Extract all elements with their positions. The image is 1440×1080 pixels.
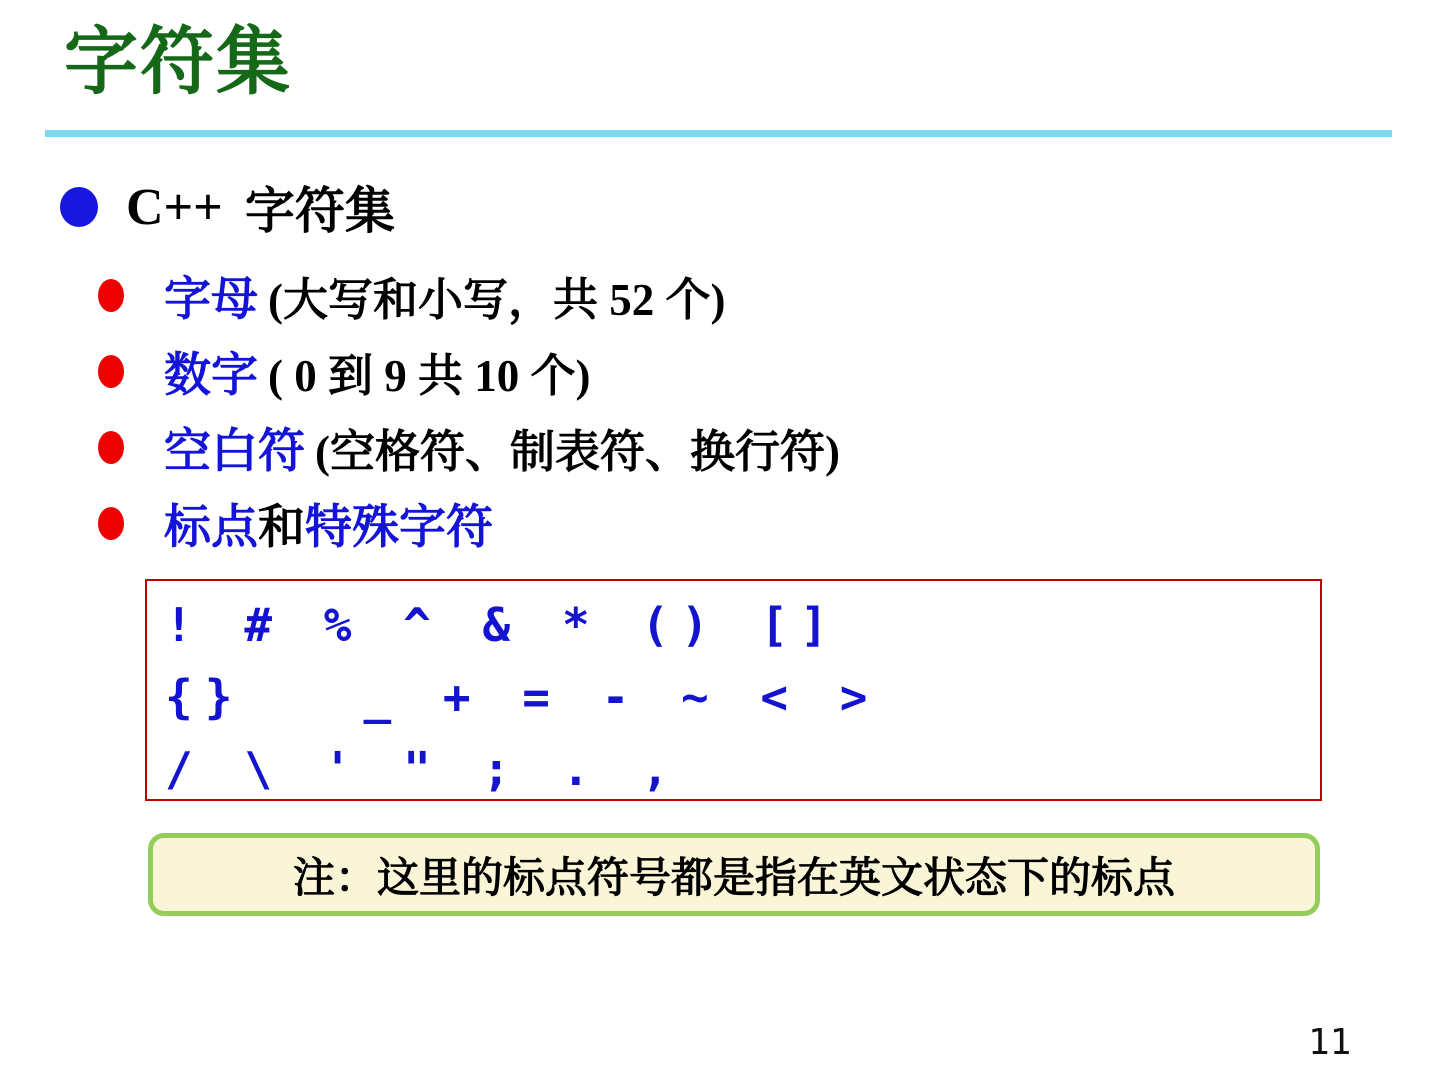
list-item-detail: (空格符、制表符、换行符) bbox=[315, 426, 840, 477]
list-item-whitespace bbox=[98, 416, 840, 478]
list-item-punctuation bbox=[98, 492, 493, 554]
list-item-keyword: 空白符 bbox=[164, 423, 305, 479]
list-item-digits bbox=[98, 340, 590, 402]
note-callout-box bbox=[148, 833, 1320, 916]
list-item-keyword: 数字 bbox=[164, 347, 258, 403]
list-item-letters bbox=[98, 264, 725, 326]
red-bullet-icon bbox=[98, 279, 124, 312]
blue-bullet-icon bbox=[60, 187, 98, 227]
list-item-keyword: 标点 bbox=[164, 499, 258, 555]
list-item-detail: (大写和小写，共 52 个) bbox=[268, 274, 726, 325]
symbol-row-2: {} _ + = - ~ < > bbox=[165, 670, 880, 724]
red-bullet-icon bbox=[98, 431, 124, 464]
title-underline-rule bbox=[45, 130, 1392, 137]
list-item-detail: ( 0 到 9 共 10 个) bbox=[268, 350, 591, 401]
red-bullet-icon bbox=[98, 355, 124, 388]
main-bullet-row bbox=[60, 178, 395, 240]
note-text: 注：这里的标点符号都是指在英文状态下的标点 bbox=[292, 852, 1175, 902]
red-bullet-icon bbox=[98, 507, 124, 540]
main-bullet-label: 字符集 bbox=[244, 182, 395, 240]
punctuation-symbols-box bbox=[145, 579, 1322, 801]
page-number: 11 bbox=[1308, 1022, 1352, 1063]
symbol-row-1: ! # % ^ & * () [] bbox=[165, 598, 840, 652]
list-item-conjunction: 和 bbox=[258, 499, 305, 555]
list-item-keyword2: 特殊字符 bbox=[305, 499, 493, 555]
symbol-row-3: / \ ' " ; . , bbox=[165, 742, 682, 796]
main-bullet-latin: C++ bbox=[126, 178, 223, 236]
list-item-keyword: 字母 bbox=[164, 271, 258, 327]
page-title: 字符集 bbox=[64, 19, 292, 105]
